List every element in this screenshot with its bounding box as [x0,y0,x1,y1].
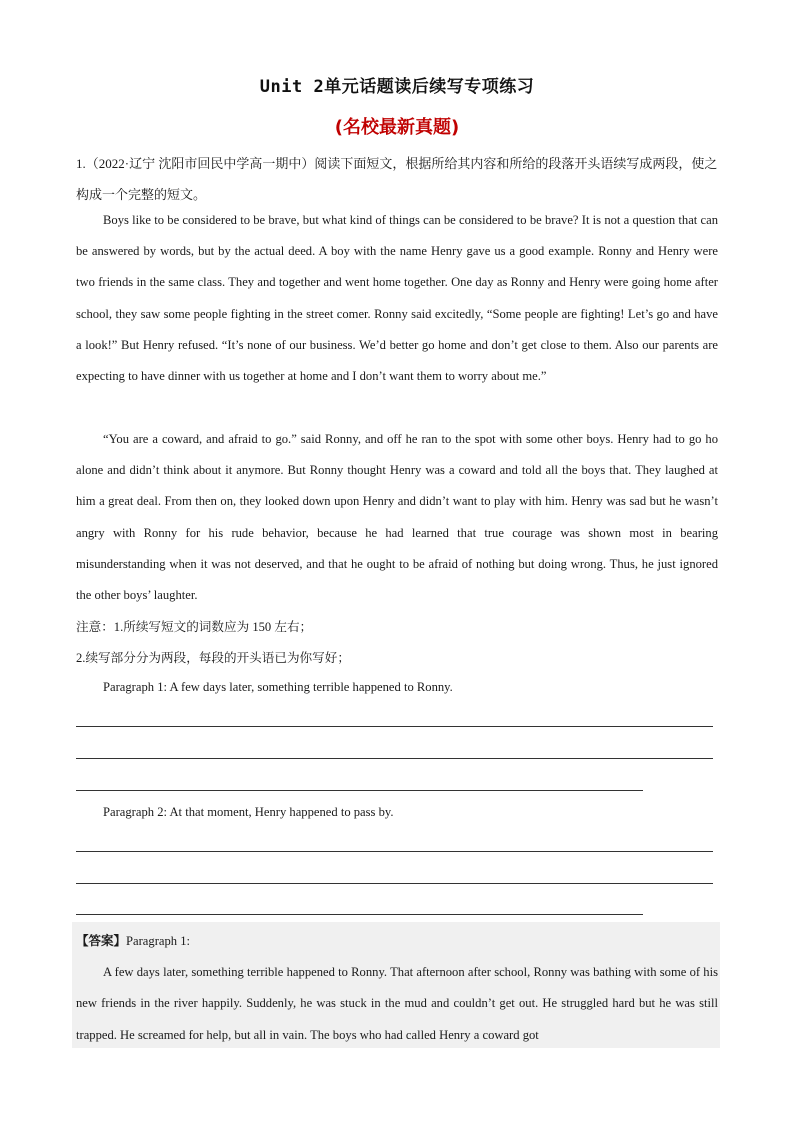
writing-notes [76,612,718,674]
page-title: Unit 2单元话题读后续写专项练习 [259,77,535,97]
answer-section [76,925,718,1051]
passage-paragraph-1: Boys like to be considered to be brave, but what kind of things can be considered to be brave? It is not a question that can be answered by words, but by the actual deed. A boy with the name Henry gave us a good example. Ronny and Henry were two friends in the same class. They and together and went home together. One day as Ronny and Henry were going home after school, they saw some people fighting in the street comer. Ronny said excitedly, “Some people are fighting! Let’s go and have a look!” But Henry refused. “It’s none of our business. We’d better go home and don’t get close to them. Also our parents are expecting to have dinner with us together at home and I don’t want them to worry about me.” [76,213,718,384]
answer-line[interactable] [76,790,643,791]
paragraph-1-prompt: Paragraph 1: A few days later, something terrible happened to Ronny. [103,680,453,694]
answer-heading-row [76,925,718,957]
answer-line[interactable] [76,726,713,727]
paragraph-2-prompt: Paragraph 2: At that moment, Henry happened to pass by. [103,805,394,819]
answer-line[interactable] [76,883,713,884]
answer-line[interactable] [76,758,713,759]
note-word-count: 注意：1.所续写短文的词数应为 150 左右； [76,620,313,634]
answer-line[interactable] [76,851,713,852]
question-intro: 1.（2022·辽宁 沈阳市回民中学高一期中）阅读下面短文，根据所给其内容和所给的段落开头语续写成两段，使之构成一个完整的短文。 [76,156,718,202]
answer-line[interactable] [76,914,643,915]
answer-paragraph: A few days later, something terrible happened to Ronny. That afternoon after school, Ronny was bathing with some of his new friends in the river happily. Suddenly, he was stuck in the mud and couldn’t get out. He struggled hard but he was still trapped. He screamed for help, but all in vain. The boys who had called Henry a coward got [76,965,718,1042]
note-paragraphs: 2.续写部分分为两段，每段的开头语已为你写好； [76,651,350,665]
page-subtitle: (名校最新真题) [334,117,460,138]
passage-paragraph-2: “You are a coward, and afraid to go.” said Ronny, and off he ran to the spot with some other boys. Henry had to go ho alone and didn’t think about it anymore. But Ronny thought Henry was a coward and told all the boys that. They laughed at him a great deal. From then on, they looked down upon Henry and didn’t want to play with him. Henry was sad but he wasn’t angry with Ronny for his rude behavior, because he had learned that true courage was shown most in bearing misunderstanding when it was not deserved, and that he ought to be afraid of nothing but doing wrong. Thus, he just ignored the other boys’ laughter. [76,432,718,603]
answer-label: 【答案】 [76,933,127,948]
answer-heading: Paragraph 1: [126,934,191,948]
